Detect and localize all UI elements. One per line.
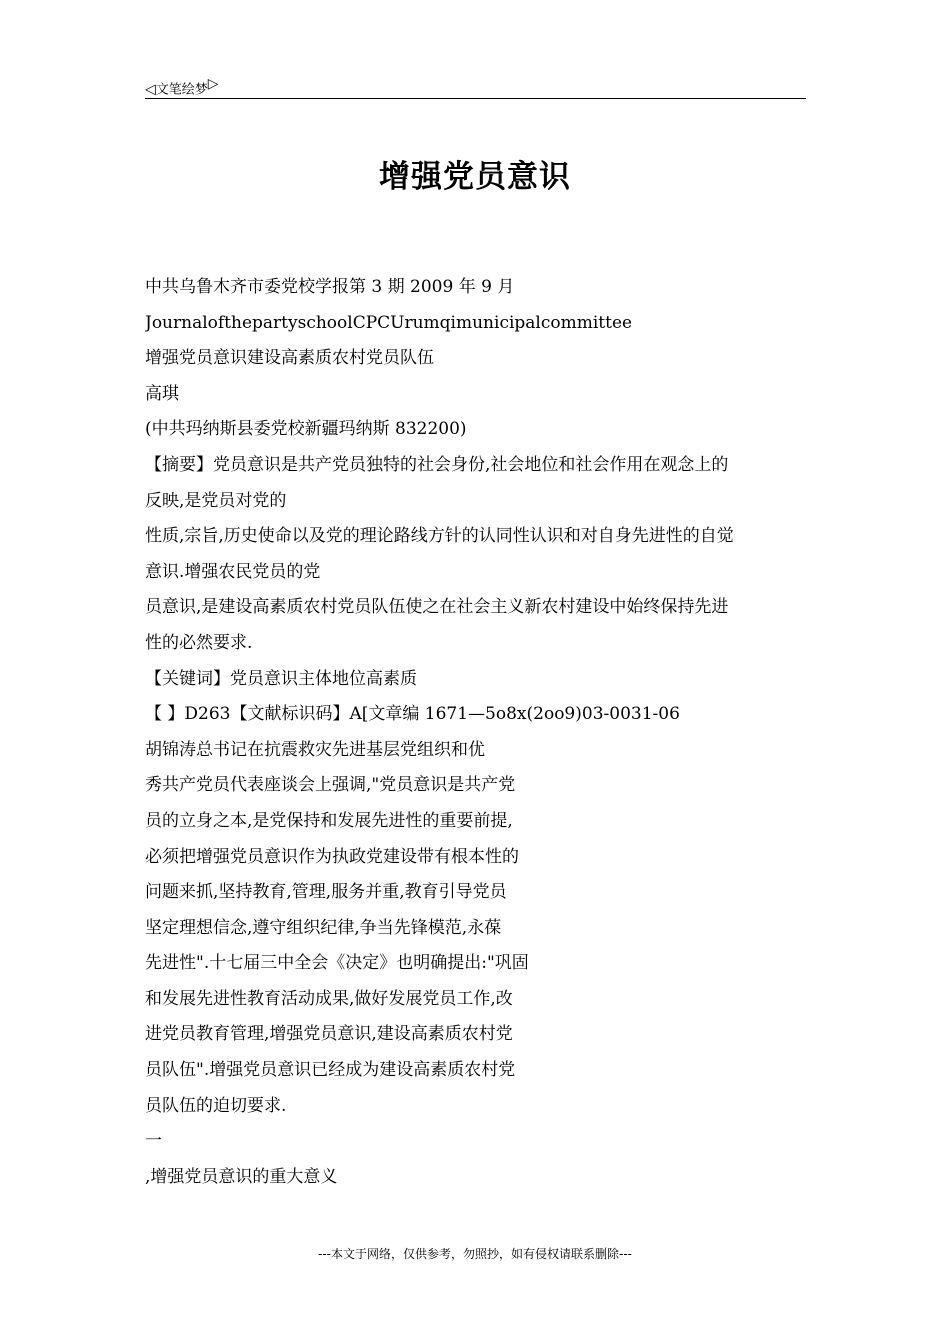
right-triangle-icon: ▷ — [207, 76, 219, 92]
text-line: 反映,是党员对党的 — [145, 490, 287, 511]
text-line: 必须把增强党员意识作为执政党建设带有根本性的 — [145, 846, 519, 867]
text-line: 胡锦涛总书记在抗震救灾先进基层党组织和优 — [145, 739, 485, 760]
section-heading: ,增强党员意识的重大意义 — [145, 1166, 338, 1187]
text-line: 高琪 — [145, 383, 179, 404]
text-line: 问题来抓,坚持教育,管理,服务并重,教育引导党员 — [145, 882, 507, 903]
text-line: 员的立身之本,是党保持和发展先进性的重要前提, — [145, 810, 513, 831]
text-line: (中共玛纳斯县委党校新疆玛纳斯 832200) — [145, 419, 467, 440]
header-text — [145, 74, 219, 100]
text-line: JournalofthepartyschoolCPCUrumqimunicipalcommittee — [145, 312, 633, 333]
text-line: 和发展先进性教育活动成果,做好发展党员工作,改 — [145, 988, 513, 1009]
text-line: 【 】D263【文献标识码】A[文章编 1671—5o8x(2oo9)03-0031-06 — [145, 704, 680, 725]
text-line: 员队伍".增强党员意识已经成为建设高素质农村党 — [145, 1060, 516, 1081]
page-header — [145, 72, 806, 99]
text-line: 性质,宗旨,历史使命以及党的理论路线方针的认同性认识和对自身先进性的自觉 — [145, 526, 734, 547]
text-line: 坚定理想信念,遵守组织纪律,争当先锋模范,永葆 — [145, 917, 502, 938]
text-line: 进党员教育管理,增强党员意识,建设高素质农村党 — [145, 1024, 513, 1045]
text-line: 【关键词】党员意识主体地位高素质 — [145, 668, 417, 689]
document-body — [145, 270, 807, 1195]
text-line: 增强党员意识建设高素质农村党员队伍 — [145, 348, 434, 369]
left-triangle-icon: ◁ — [145, 81, 156, 98]
text-line: 先进性".十七届三中全会《决定》也明确提出:"巩固 — [145, 953, 529, 974]
header-label: 文笔绘梦 — [155, 82, 208, 98]
text-line: 性的必然要求. — [145, 632, 253, 653]
text-line: 【摘要】党员意识是共产党员独特的社会身份,社会地位和社会作用在观念上的 — [145, 454, 729, 475]
page-footer: ---本文于网络，仅供参考，勿照抄，如有侵权请联系删除--- — [318, 1247, 632, 1261]
text-line: 意识.增强农民党员的党 — [145, 561, 321, 582]
text-line: 秀共产党员代表座谈会上强调,"党员意识是共产党 — [145, 775, 516, 796]
page-title: 增强党员意识 — [379, 159, 571, 195]
text-line: 员队伍的迫切要求. — [145, 1095, 287, 1116]
text-line: 员意识,是建设高素质农村党员队伍使之在社会主义新农村建设中始终保持先进 — [145, 597, 729, 618]
text-line: 一 — [145, 1131, 162, 1152]
text-line: 中共乌鲁木齐市委党校学报第 3 期 2009 年 9 月 — [145, 277, 515, 297]
